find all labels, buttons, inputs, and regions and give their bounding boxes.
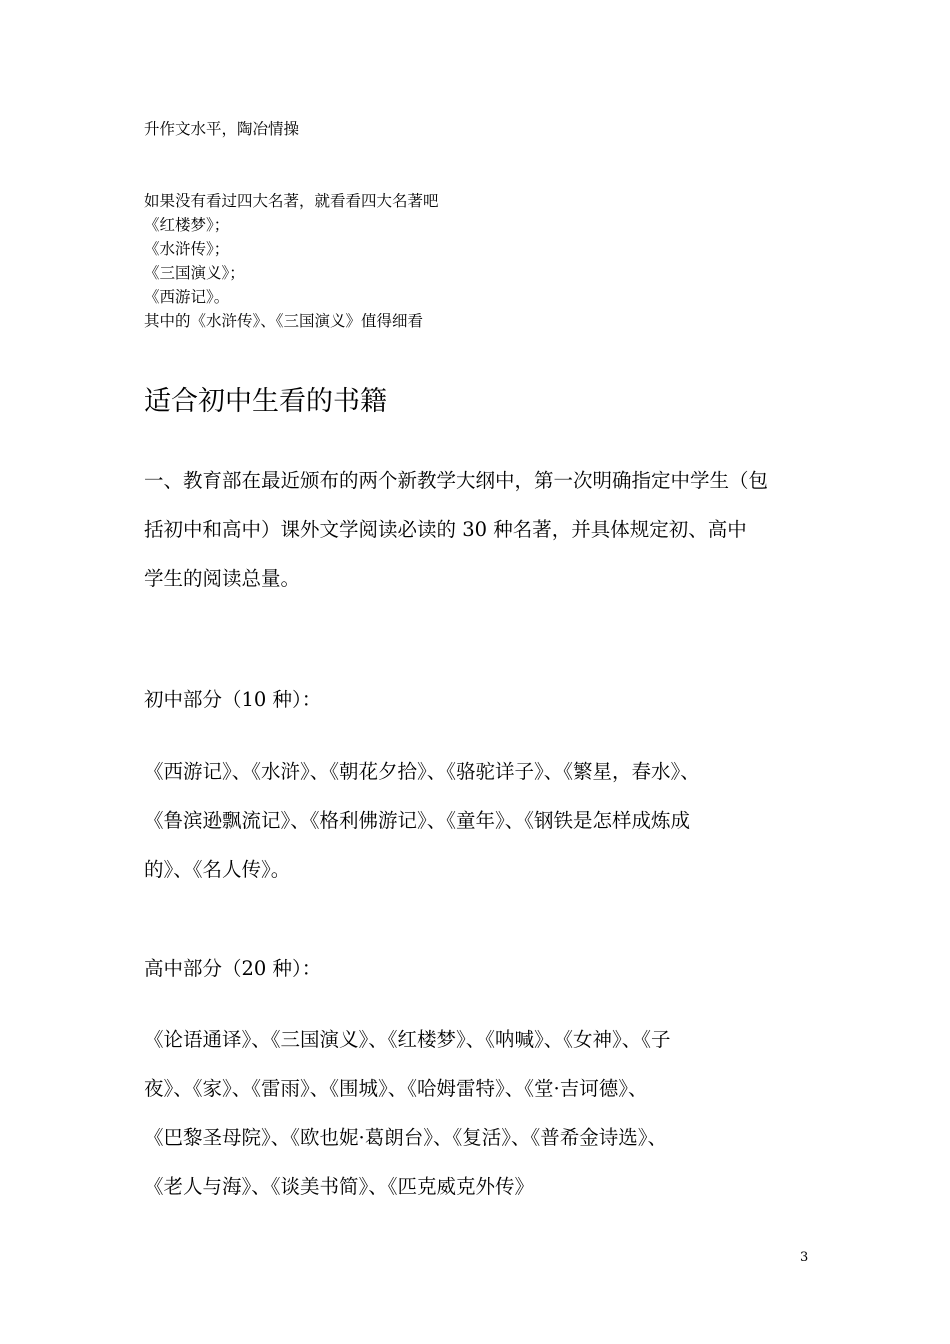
senior-line: 《巴黎圣母院》、《欧也妮·葛朗台》、《复活》、《普希金诗选》、: [144, 1126, 667, 1149]
intro-line: 升作文水平，陶冶情操: [144, 120, 300, 138]
paragraph-line: 括初中和高中）课外文学阅读必读的 30 种名著，并具体规定初、高中: [144, 518, 747, 541]
section-title: 适合初中生看的书籍: [144, 386, 387, 417]
senior-heading: 高中部分（20 种）：: [144, 957, 322, 980]
classics-book: 《西游记》。: [144, 288, 230, 306]
senior-line: 《论语通译》、《三国演义》、《红楼梦》、《呐喊》、《女神》、《子: [144, 1028, 671, 1051]
classics-book: 《红楼梦》；: [144, 216, 230, 234]
junior-book-list: [144, 747, 814, 894]
classics-book: 《三国演义》；: [144, 264, 245, 282]
junior-line: 《西游记》、《水浒》、《朝花夕拾》、《骆驼详子》、《繁星，春水》、: [144, 760, 700, 783]
senior-book-list: [144, 1015, 814, 1211]
senior-line: 《老人与海》、《谈美书简》、《匹克威克外传》: [144, 1175, 535, 1198]
intro-text: [144, 117, 814, 141]
junior-heading: 初中部分（10 种）：: [144, 688, 322, 711]
paragraph-line: 一、教育部在最近颁布的两个新教学大纲中，第一次明确指定中学生（包: [144, 469, 769, 492]
classics-list: [144, 189, 814, 333]
page-number: 3: [800, 1250, 809, 1265]
classics-note: 其中的《水浒传》、《三国演义》值得细看: [144, 312, 424, 330]
junior-line: 的》、《名人传》。: [144, 858, 291, 881]
paragraph-line: 学生的阅读总量。: [144, 567, 301, 590]
senior-line: 夜》、《家》、《雷雨》、《围城》、《哈姆雷特》、《堂·吉诃德》、: [144, 1077, 648, 1100]
paragraph-intro: [144, 456, 814, 603]
junior-line: 《鲁滨逊飘流记》、《格利佛游记》、《童年》、《钢铁是怎样成炼成: [144, 809, 691, 832]
classics-book: 《水浒传》；: [144, 240, 230, 258]
classics-lead: 如果没有看过四大名著，就看看四大名著吧: [144, 192, 439, 210]
